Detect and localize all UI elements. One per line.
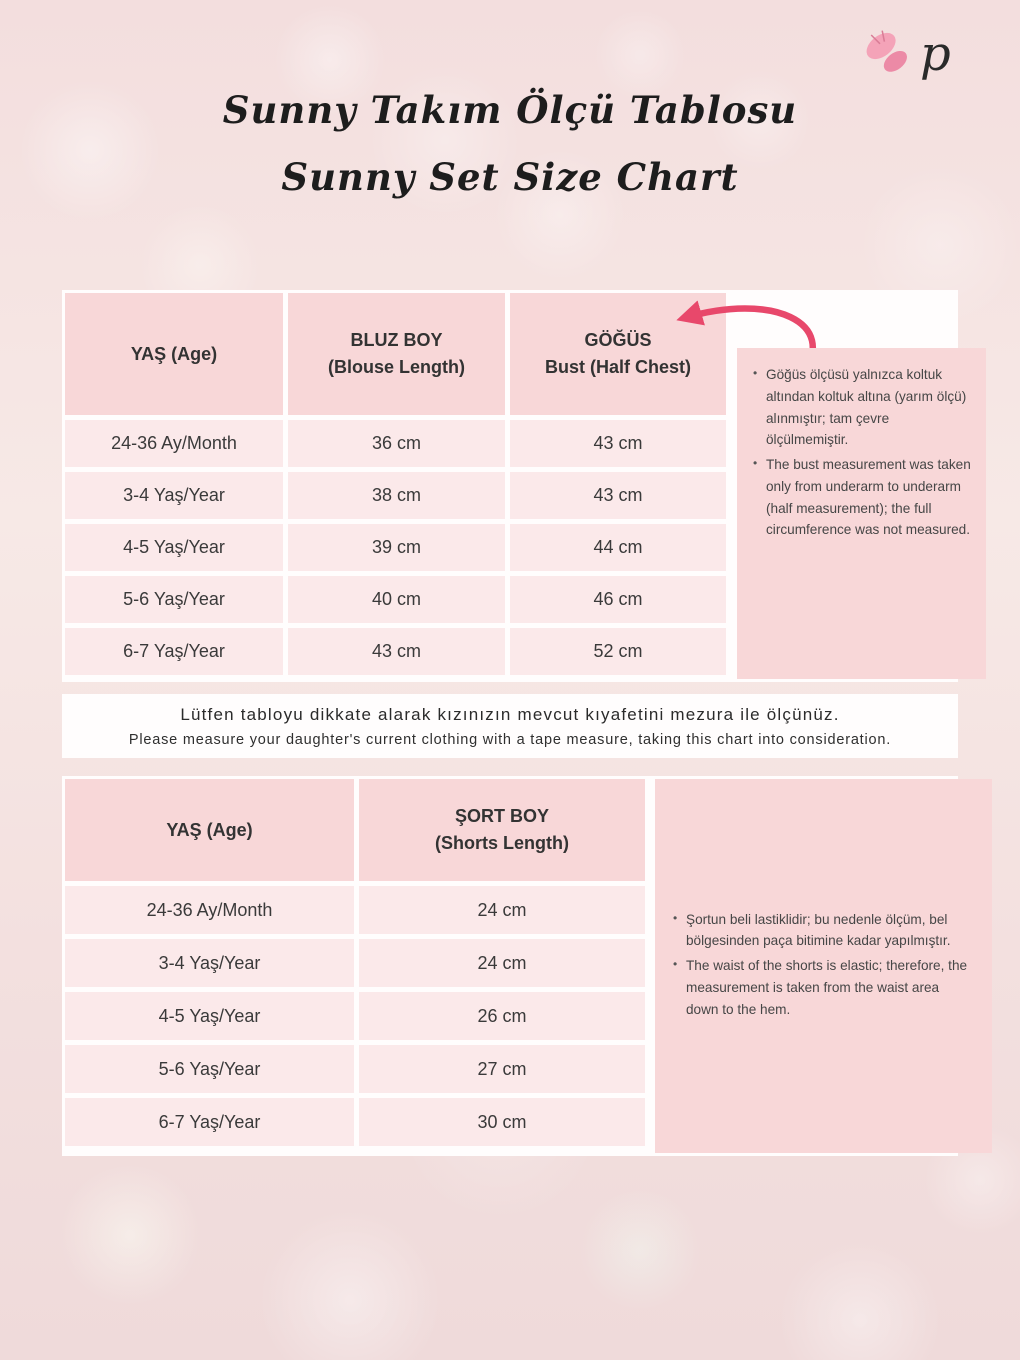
butterfly-icon xyxy=(858,24,924,90)
blouse-length-cell: 40 cm xyxy=(288,576,505,623)
column-header-blouse-length: BLUZ BOY (Blouse Length) xyxy=(288,293,505,415)
age-cell: 6-7 Yaş/Year xyxy=(65,1098,354,1146)
age-cell: 5-6 Yaş/Year xyxy=(65,1045,354,1093)
column-header-age: YAŞ (Age) xyxy=(65,779,354,881)
age-cell: 4-5 Yaş/Year xyxy=(65,992,354,1040)
shorts-size-section xyxy=(62,776,968,1156)
shorts-length-cell: 24 cm xyxy=(359,886,645,934)
instruction-english: Please measure your daughter's current clothing with a tape measure, taking this chart into consideration. xyxy=(128,731,892,748)
shorts-length-cell: 30 cm xyxy=(359,1098,645,1146)
age-cell: 24-36 Ay/Month xyxy=(65,420,283,467)
column-header-shorts-length: ŞORT BOY (Shorts Length) xyxy=(359,779,645,881)
measuring-instruction-strip xyxy=(62,694,958,758)
age-cell: 24-36 Ay/Month xyxy=(65,886,354,934)
bust-note-panel xyxy=(737,348,986,679)
instruction-turkish: Lütfen tabloyu dikkate alarak kızınızın mevcut kıyafetini mezura ile ölçünüz. xyxy=(180,704,840,724)
note-item-english: • The bust measurement was taken only from underarm to underarm (half measurement); the full circumference was not measured. xyxy=(753,454,972,541)
note-item-english: • The waist of the shorts is elastic; therefore, the measurement is taken from the waist area down to the hem. xyxy=(673,955,974,1020)
bust-cell: 46 cm xyxy=(510,576,726,623)
bust-cell: 44 cm xyxy=(510,524,726,571)
blouse-length-cell: 38 cm xyxy=(288,472,505,519)
shorts-size-table xyxy=(62,776,648,1149)
bust-cell: 43 cm xyxy=(510,472,726,519)
note-item-turkish: • Göğüs ölçüsü yalnızca koltuk altından koltuk altına (yarım ölçü) alınmıştır; tam çevre ölçülmemiştir. xyxy=(753,364,972,451)
column-header-age: YAŞ (Age) xyxy=(65,293,283,415)
brand-logo xyxy=(858,24,968,96)
bust-cell: 52 cm xyxy=(510,628,726,675)
age-cell: 3-4 Yaş/Year xyxy=(65,939,354,987)
blouse-length-cell: 36 cm xyxy=(288,420,505,467)
note-item-turkish: • Şortun beli lastiklidir; bu nedenle ölçüm, bel bölgesinden paça bitimine kadar yapılmıştır. xyxy=(673,909,974,953)
blouse-length-cell: 39 cm xyxy=(288,524,505,571)
page-title-turkish: Sunny Takım Ölçü Tablosu xyxy=(222,88,798,132)
shorts-length-cell: 24 cm xyxy=(359,939,645,987)
brand-letter: p xyxy=(920,26,951,82)
blouse-size-table xyxy=(62,290,729,678)
age-cell: 5-6 Yaş/Year xyxy=(65,576,283,623)
bust-cell: 43 cm xyxy=(510,420,726,467)
age-cell: 4-5 Yaş/Year xyxy=(65,524,283,571)
column-header-bust: GÖĞÜS Bust (Half Chest) xyxy=(510,293,726,415)
shorts-length-cell: 27 cm xyxy=(359,1045,645,1093)
blouse-size-section xyxy=(62,290,971,682)
age-cell: 3-4 Yaş/Year xyxy=(65,472,283,519)
blouse-length-cell: 43 cm xyxy=(288,628,505,675)
shorts-note-panel xyxy=(655,779,992,1153)
shorts-length-cell: 26 cm xyxy=(359,992,645,1040)
page-title-english: Sunny Set Size Chart xyxy=(281,155,739,199)
age-cell: 6-7 Yaş/Year xyxy=(65,628,283,675)
